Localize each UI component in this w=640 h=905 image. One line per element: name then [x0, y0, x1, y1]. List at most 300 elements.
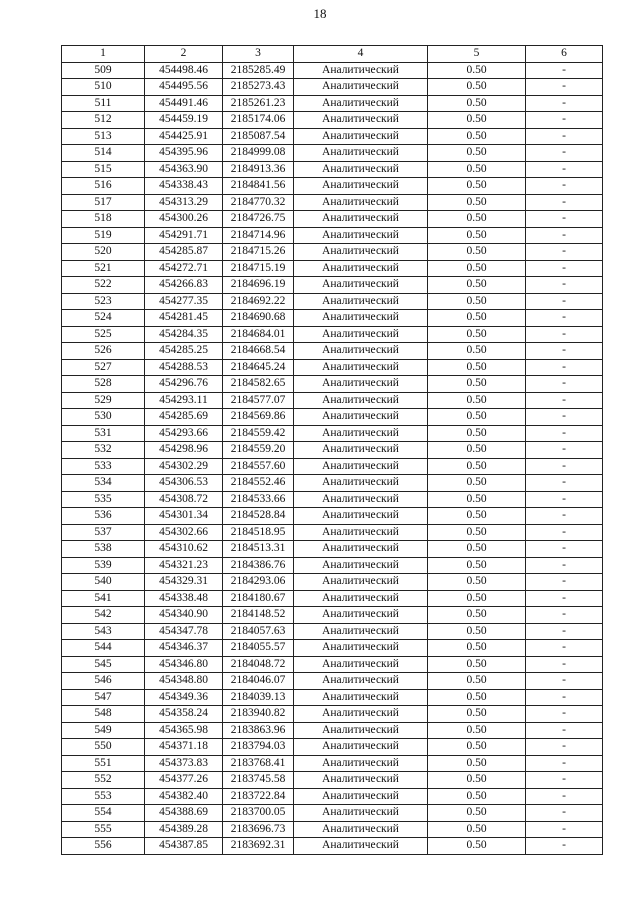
x-coordinate-cell: 454313.29: [145, 194, 223, 211]
table-row: [62, 656, 603, 673]
y-coordinate-cell: 2184726.75: [223, 211, 294, 228]
method-cell: Аналитический: [294, 161, 428, 178]
note-cell: -: [526, 772, 603, 789]
note-cell: -: [526, 838, 603, 855]
x-coordinate-cell: 454281.45: [145, 310, 223, 327]
x-coordinate-cell: 454293.66: [145, 425, 223, 442]
note-cell: -: [526, 640, 603, 657]
y-coordinate-cell: 2184552.46: [223, 475, 294, 492]
x-coordinate-cell: 454388.69: [145, 805, 223, 822]
note-cell: -: [526, 706, 603, 723]
y-coordinate-cell: 2184528.84: [223, 508, 294, 525]
table-row: [62, 260, 603, 277]
note-cell: -: [526, 805, 603, 822]
table-body: [62, 62, 603, 854]
note-cell: -: [526, 722, 603, 739]
table-row: [62, 376, 603, 393]
accuracy-cell: 0.50: [428, 524, 526, 541]
accuracy-cell: 0.50: [428, 79, 526, 96]
note-cell: -: [526, 326, 603, 343]
method-cell: Аналитический: [294, 79, 428, 96]
method-cell: Аналитический: [294, 739, 428, 756]
x-coordinate-cell: 454395.96: [145, 145, 223, 162]
note-cell: -: [526, 211, 603, 228]
y-coordinate-cell: 2183696.73: [223, 821, 294, 838]
point-number-cell: 544: [62, 640, 145, 657]
accuracy-cell: 0.50: [428, 623, 526, 640]
table-row: [62, 95, 603, 112]
method-cell: Аналитический: [294, 62, 428, 79]
y-coordinate-cell: 2183768.41: [223, 755, 294, 772]
note-cell: -: [526, 145, 603, 162]
x-coordinate-cell: 454498.46: [145, 62, 223, 79]
y-coordinate-cell: 2184684.01: [223, 326, 294, 343]
accuracy-cell: 0.50: [428, 359, 526, 376]
method-cell: Аналитический: [294, 145, 428, 162]
table-row: [62, 310, 603, 327]
point-number-cell: 540: [62, 574, 145, 591]
method-cell: Аналитический: [294, 788, 428, 805]
accuracy-cell: 0.50: [428, 821, 526, 838]
y-coordinate-cell: 2184557.60: [223, 458, 294, 475]
note-cell: -: [526, 821, 603, 838]
note-cell: -: [526, 524, 603, 541]
x-coordinate-cell: 454291.71: [145, 227, 223, 244]
accuracy-cell: 0.50: [428, 211, 526, 228]
table-row: [62, 277, 603, 294]
note-cell: -: [526, 788, 603, 805]
x-coordinate-cell: 454491.46: [145, 95, 223, 112]
method-cell: Аналитический: [294, 508, 428, 525]
note-cell: -: [526, 623, 603, 640]
y-coordinate-cell: 2183700.05: [223, 805, 294, 822]
x-coordinate-cell: 454377.26: [145, 772, 223, 789]
x-coordinate-cell: 454363.90: [145, 161, 223, 178]
point-number-cell: 541: [62, 590, 145, 607]
table-row: [62, 326, 603, 343]
point-number-cell: 547: [62, 689, 145, 706]
table-row: [62, 194, 603, 211]
table-row: [62, 805, 603, 822]
method-cell: Аналитический: [294, 293, 428, 310]
accuracy-cell: 0.50: [428, 293, 526, 310]
accuracy-cell: 0.50: [428, 425, 526, 442]
note-cell: -: [526, 508, 603, 525]
note-cell: -: [526, 244, 603, 261]
point-number-cell: 513: [62, 128, 145, 145]
y-coordinate-cell: 2184386.76: [223, 557, 294, 574]
note-cell: -: [526, 194, 603, 211]
point-number-cell: 526: [62, 343, 145, 360]
point-number-cell: 546: [62, 673, 145, 690]
method-cell: Аналитический: [294, 574, 428, 591]
accuracy-cell: 0.50: [428, 392, 526, 409]
method-cell: Аналитический: [294, 607, 428, 624]
note-cell: -: [526, 79, 603, 96]
x-coordinate-cell: 454346.80: [145, 656, 223, 673]
point-number-cell: 539: [62, 557, 145, 574]
x-coordinate-cell: 454338.48: [145, 590, 223, 607]
y-coordinate-cell: 2185087.54: [223, 128, 294, 145]
point-number-cell: 511: [62, 95, 145, 112]
x-coordinate-cell: 454371.18: [145, 739, 223, 756]
note-cell: -: [526, 458, 603, 475]
accuracy-cell: 0.50: [428, 95, 526, 112]
note-cell: -: [526, 161, 603, 178]
note-cell: -: [526, 128, 603, 145]
x-coordinate-cell: 454285.25: [145, 343, 223, 360]
page-number: 18: [313, 6, 327, 21]
table-row: [62, 557, 603, 574]
point-number-cell: 516: [62, 178, 145, 195]
x-coordinate-cell: 454459.19: [145, 112, 223, 129]
point-number-cell: 522: [62, 277, 145, 294]
point-number-cell: 524: [62, 310, 145, 327]
table-row: [62, 673, 603, 690]
accuracy-cell: 0.50: [428, 277, 526, 294]
method-cell: Аналитический: [294, 706, 428, 723]
column-header: 1: [62, 46, 145, 63]
accuracy-cell: 0.50: [428, 689, 526, 706]
table-row: [62, 607, 603, 624]
table-row: [62, 574, 603, 591]
method-cell: Аналитический: [294, 755, 428, 772]
note-cell: -: [526, 310, 603, 327]
point-number-cell: 527: [62, 359, 145, 376]
point-number-cell: 538: [62, 541, 145, 558]
x-coordinate-cell: 454321.23: [145, 557, 223, 574]
accuracy-cell: 0.50: [428, 805, 526, 822]
column-header: 2: [145, 46, 223, 63]
table-row: [62, 640, 603, 657]
point-number-cell: 552: [62, 772, 145, 789]
x-coordinate-cell: 454300.26: [145, 211, 223, 228]
method-cell: Аналитический: [294, 442, 428, 459]
y-coordinate-cell: 2183940.82: [223, 706, 294, 723]
note-cell: -: [526, 178, 603, 195]
table-row: [62, 689, 603, 706]
method-cell: Аналитический: [294, 128, 428, 145]
method-cell: Аналитический: [294, 112, 428, 129]
table-row: [62, 590, 603, 607]
y-coordinate-cell: 2184559.42: [223, 425, 294, 442]
method-cell: Аналитический: [294, 772, 428, 789]
table-row: [62, 178, 603, 195]
method-cell: Аналитический: [294, 95, 428, 112]
note-cell: -: [526, 656, 603, 673]
accuracy-cell: 0.50: [428, 260, 526, 277]
y-coordinate-cell: 2183722.84: [223, 788, 294, 805]
y-coordinate-cell: 2184913.36: [223, 161, 294, 178]
accuracy-cell: 0.50: [428, 541, 526, 558]
column-header: 5: [428, 46, 526, 63]
point-number-cell: 556: [62, 838, 145, 855]
header-row: [62, 46, 603, 63]
note-cell: -: [526, 359, 603, 376]
point-number-cell: 529: [62, 392, 145, 409]
note-cell: -: [526, 557, 603, 574]
accuracy-cell: 0.50: [428, 607, 526, 624]
x-coordinate-cell: 454301.34: [145, 508, 223, 525]
y-coordinate-cell: 2184569.86: [223, 409, 294, 426]
y-coordinate-cell: 2184692.22: [223, 293, 294, 310]
coordinates-table: [61, 45, 603, 855]
x-coordinate-cell: 454306.53: [145, 475, 223, 492]
y-coordinate-cell: 2184293.06: [223, 574, 294, 591]
x-coordinate-cell: 454346.37: [145, 640, 223, 657]
table-row: [62, 524, 603, 541]
y-coordinate-cell: 2184533.66: [223, 491, 294, 508]
x-coordinate-cell: 454495.56: [145, 79, 223, 96]
point-number-cell: 531: [62, 425, 145, 442]
accuracy-cell: 0.50: [428, 343, 526, 360]
point-number-cell: 532: [62, 442, 145, 459]
method-cell: Аналитический: [294, 673, 428, 690]
method-cell: Аналитический: [294, 491, 428, 508]
x-coordinate-cell: 454277.35: [145, 293, 223, 310]
column-header: 3: [223, 46, 294, 63]
method-cell: Аналитический: [294, 194, 428, 211]
accuracy-cell: 0.50: [428, 673, 526, 690]
accuracy-cell: 0.50: [428, 640, 526, 657]
accuracy-cell: 0.50: [428, 326, 526, 343]
y-coordinate-cell: 2184046.07: [223, 673, 294, 690]
method-cell: Аналитический: [294, 326, 428, 343]
x-coordinate-cell: 454285.69: [145, 409, 223, 426]
method-cell: Аналитический: [294, 178, 428, 195]
point-number-cell: 550: [62, 739, 145, 756]
accuracy-cell: 0.50: [428, 161, 526, 178]
accuracy-cell: 0.50: [428, 194, 526, 211]
x-coordinate-cell: 454284.35: [145, 326, 223, 343]
y-coordinate-cell: 2184518.95: [223, 524, 294, 541]
x-coordinate-cell: 454298.96: [145, 442, 223, 459]
x-coordinate-cell: 454302.29: [145, 458, 223, 475]
y-coordinate-cell: 2184559.20: [223, 442, 294, 459]
y-coordinate-cell: 2185174.06: [223, 112, 294, 129]
note-cell: -: [526, 673, 603, 690]
table-row: [62, 706, 603, 723]
note-cell: -: [526, 491, 603, 508]
table-row: [62, 425, 603, 442]
table-row: [62, 293, 603, 310]
y-coordinate-cell: 2184180.67: [223, 590, 294, 607]
x-coordinate-cell: 454347.78: [145, 623, 223, 640]
table-header: [62, 46, 603, 63]
method-cell: Аналитический: [294, 838, 428, 855]
point-number-cell: 549: [62, 722, 145, 739]
method-cell: Аналитический: [294, 689, 428, 706]
y-coordinate-cell: 2184714.96: [223, 227, 294, 244]
table-row: [62, 739, 603, 756]
accuracy-cell: 0.50: [428, 557, 526, 574]
y-coordinate-cell: 2183692.31: [223, 838, 294, 855]
x-coordinate-cell: 454348.80: [145, 673, 223, 690]
point-number-cell: 510: [62, 79, 145, 96]
accuracy-cell: 0.50: [428, 508, 526, 525]
method-cell: Аналитический: [294, 821, 428, 838]
point-number-cell: 533: [62, 458, 145, 475]
accuracy-cell: 0.50: [428, 62, 526, 79]
note-cell: -: [526, 62, 603, 79]
point-number-cell: 542: [62, 607, 145, 624]
accuracy-cell: 0.50: [428, 112, 526, 129]
y-coordinate-cell: 2184048.72: [223, 656, 294, 673]
accuracy-cell: 0.50: [428, 409, 526, 426]
accuracy-cell: 0.50: [428, 227, 526, 244]
x-coordinate-cell: 454329.31: [145, 574, 223, 591]
point-number-cell: 545: [62, 656, 145, 673]
y-coordinate-cell: 2184513.31: [223, 541, 294, 558]
point-number-cell: 534: [62, 475, 145, 492]
table-row: [62, 244, 603, 261]
x-coordinate-cell: 454389.28: [145, 821, 223, 838]
point-number-cell: 512: [62, 112, 145, 129]
x-coordinate-cell: 454338.43: [145, 178, 223, 195]
note-cell: -: [526, 574, 603, 591]
point-number-cell: 519: [62, 227, 145, 244]
point-number-cell: 528: [62, 376, 145, 393]
method-cell: Аналитический: [294, 343, 428, 360]
x-coordinate-cell: 454308.72: [145, 491, 223, 508]
accuracy-cell: 0.50: [428, 376, 526, 393]
x-coordinate-cell: 454266.83: [145, 277, 223, 294]
method-cell: Аналитический: [294, 656, 428, 673]
note-cell: -: [526, 607, 603, 624]
column-header: 6: [526, 46, 603, 63]
y-coordinate-cell: 2184057.63: [223, 623, 294, 640]
note-cell: -: [526, 739, 603, 756]
x-coordinate-cell: 454296.76: [145, 376, 223, 393]
method-cell: Аналитический: [294, 722, 428, 739]
y-coordinate-cell: 2184841.56: [223, 178, 294, 195]
accuracy-cell: 0.50: [428, 656, 526, 673]
x-coordinate-cell: 454285.87: [145, 244, 223, 261]
y-coordinate-cell: 2183794.03: [223, 739, 294, 756]
y-coordinate-cell: 2184690.68: [223, 310, 294, 327]
y-coordinate-cell: 2184668.54: [223, 343, 294, 360]
table-row: [62, 508, 603, 525]
note-cell: -: [526, 95, 603, 112]
y-coordinate-cell: 2184582.65: [223, 376, 294, 393]
method-cell: Аналитический: [294, 260, 428, 277]
table-row: [62, 79, 603, 96]
note-cell: -: [526, 425, 603, 442]
accuracy-cell: 0.50: [428, 442, 526, 459]
y-coordinate-cell: 2183863.96: [223, 722, 294, 739]
method-cell: Аналитический: [294, 805, 428, 822]
table-row: [62, 458, 603, 475]
method-cell: Аналитический: [294, 557, 428, 574]
point-number-cell: 536: [62, 508, 145, 525]
method-cell: Аналитический: [294, 524, 428, 541]
method-cell: Аналитический: [294, 211, 428, 228]
x-coordinate-cell: 454382.40: [145, 788, 223, 805]
table-row: [62, 722, 603, 739]
method-cell: Аналитический: [294, 590, 428, 607]
point-number-cell: 518: [62, 211, 145, 228]
note-cell: -: [526, 689, 603, 706]
table-row: [62, 392, 603, 409]
point-number-cell: 521: [62, 260, 145, 277]
y-coordinate-cell: 2184645.24: [223, 359, 294, 376]
table-row: [62, 161, 603, 178]
accuracy-cell: 0.50: [428, 145, 526, 162]
y-coordinate-cell: 2184999.08: [223, 145, 294, 162]
table-row: [62, 491, 603, 508]
y-coordinate-cell: 2184696.19: [223, 277, 294, 294]
y-coordinate-cell: 2184715.19: [223, 260, 294, 277]
note-cell: -: [526, 590, 603, 607]
point-number-cell: 514: [62, 145, 145, 162]
table-row: [62, 128, 603, 145]
table-row: [62, 227, 603, 244]
point-number-cell: 515: [62, 161, 145, 178]
y-coordinate-cell: 2185273.43: [223, 79, 294, 96]
table-row: [62, 541, 603, 558]
table-row: [62, 112, 603, 129]
y-coordinate-cell: 2185261.23: [223, 95, 294, 112]
table-row: [62, 409, 603, 426]
x-coordinate-cell: 454310.62: [145, 541, 223, 558]
table-row: [62, 623, 603, 640]
y-coordinate-cell: 2184039.13: [223, 689, 294, 706]
x-coordinate-cell: 454425.91: [145, 128, 223, 145]
x-coordinate-cell: 454293.11: [145, 392, 223, 409]
column-header: 4: [294, 46, 428, 63]
note-cell: -: [526, 227, 603, 244]
note-cell: -: [526, 293, 603, 310]
note-cell: -: [526, 409, 603, 426]
note-cell: -: [526, 475, 603, 492]
table-row: [62, 62, 603, 79]
note-cell: -: [526, 376, 603, 393]
note-cell: -: [526, 541, 603, 558]
x-coordinate-cell: 454272.71: [145, 260, 223, 277]
method-cell: Аналитический: [294, 376, 428, 393]
note-cell: -: [526, 755, 603, 772]
x-coordinate-cell: 454349.36: [145, 689, 223, 706]
point-number-cell: 554: [62, 805, 145, 822]
method-cell: Аналитический: [294, 392, 428, 409]
x-coordinate-cell: 454302.66: [145, 524, 223, 541]
point-number-cell: 525: [62, 326, 145, 343]
point-number-cell: 551: [62, 755, 145, 772]
point-number-cell: 520: [62, 244, 145, 261]
method-cell: Аналитический: [294, 409, 428, 426]
x-coordinate-cell: 454387.85: [145, 838, 223, 855]
method-cell: Аналитический: [294, 425, 428, 442]
method-cell: Аналитический: [294, 277, 428, 294]
y-coordinate-cell: 2184055.57: [223, 640, 294, 657]
table-row: [62, 475, 603, 492]
method-cell: Аналитический: [294, 458, 428, 475]
point-number-cell: 530: [62, 409, 145, 426]
point-number-cell: 553: [62, 788, 145, 805]
method-cell: Аналитический: [294, 623, 428, 640]
note-cell: -: [526, 112, 603, 129]
accuracy-cell: 0.50: [428, 788, 526, 805]
y-coordinate-cell: 2183745.58: [223, 772, 294, 789]
y-coordinate-cell: 2184770.32: [223, 194, 294, 211]
accuracy-cell: 0.50: [428, 491, 526, 508]
accuracy-cell: 0.50: [428, 128, 526, 145]
point-number-cell: 523: [62, 293, 145, 310]
method-cell: Аналитический: [294, 541, 428, 558]
accuracy-cell: 0.50: [428, 310, 526, 327]
accuracy-cell: 0.50: [428, 574, 526, 591]
table-row: [62, 821, 603, 838]
